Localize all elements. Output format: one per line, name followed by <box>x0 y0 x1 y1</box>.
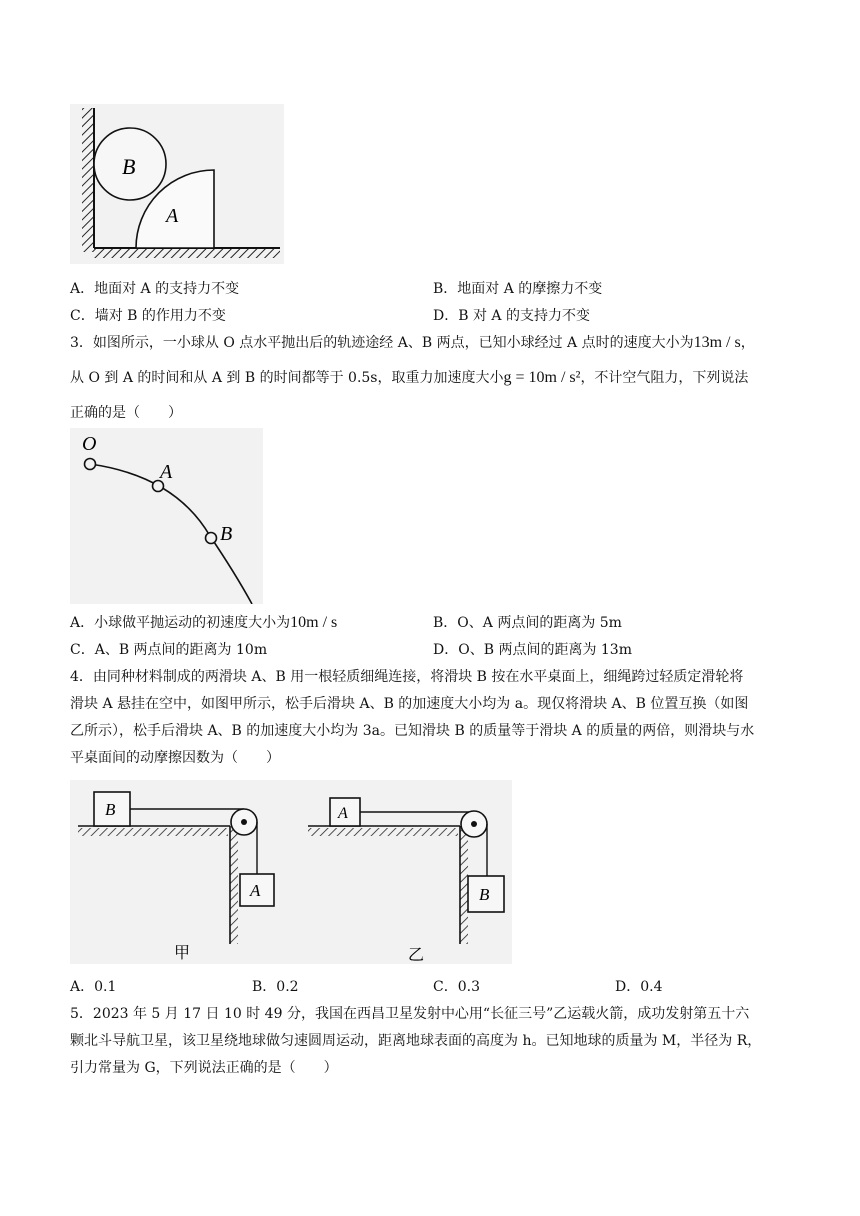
figure-wall-ball-block <box>70 104 284 264</box>
q3-stem-line3: 正确的是（ ） <box>70 405 182 421</box>
q3-option-b: B．O、A 两点间的距离为 5m <box>433 615 622 631</box>
q4-option-c: C．0.3 <box>433 979 480 995</box>
q3-option-a-formula: 10m / s <box>290 614 338 631</box>
q3-stem-line2: 从 O 到 A 的时间和从 A 到 B 的时间都等于 0.5s，取重力加速度大小g = 10m / s²，不计空气阻力，下列说法 <box>70 369 749 386</box>
jia-block-b-label: B <box>105 800 116 819</box>
point-o-label: O <box>82 433 97 455</box>
block-a-label: A <box>166 205 179 227</box>
figure-jia-label: 甲 <box>174 943 191 962</box>
figure-pulley-systems <box>70 780 512 964</box>
q4-stem-line3: 乙所示），松手后滑块 A、B 的加速度大小均为 3a。已知滑块 B 的质量等于滑块 A 的质量的两倍，则滑块与水 <box>70 723 755 739</box>
q2-option-b: B．地面对 A 的摩擦力不变 <box>433 281 603 297</box>
point-a-label: A <box>160 461 173 483</box>
q2-option-d: D．B 对 A 的支持力不变 <box>433 308 590 324</box>
q4-option-d: D．0.4 <box>615 979 663 995</box>
q4-stem-line4: 平桌面间的动摩擦因数为（ ） <box>70 750 280 766</box>
q2-option-c: C．墙对 B 的作用力不变 <box>70 308 226 324</box>
q3-stem-line1: 3．如图所示，一小球从 O 点水平抛出后的轨迹途经 A、B 两点，已知小球经过 A 点时的速度大小为13m / s， <box>70 334 755 351</box>
q5-stem-line2: 颗北斗导航卫星，该卫星绕地球做匀速圆周运动，距离地球表面的高度为 h。已知地球的质量为 M，半径为 R， <box>70 1033 762 1049</box>
q3-option-d: D．O、B 两点间的距离为 13m <box>433 642 632 658</box>
q4-option-b: B．0.2 <box>252 979 299 995</box>
q3-option-a: A．小球做平抛运动的初速度大小为10m / s <box>70 614 338 631</box>
q2-option-a: A．地面对 A 的支持力不变 <box>70 281 240 297</box>
q4-stem-line2: 滑块 A 悬挂在空中，如图甲所示，松手后滑块 A、B 的加速度大小均为 a。现仅将滑块 A、B 位置互换（如图 <box>70 696 749 712</box>
jia-block-a-label: A <box>250 881 261 900</box>
figure-yi-label: 乙 <box>408 945 425 964</box>
ball-b-label: B <box>122 154 136 179</box>
point-b-label: B <box>220 523 233 545</box>
q3-gravity-formula: g = 10m / s² <box>503 369 581 386</box>
q4-option-a: A．0.1 <box>70 979 117 995</box>
yi-block-a-label: A <box>338 805 348 822</box>
q3-option-c: C．A、B 两点间的距离为 10m <box>70 642 268 658</box>
q3-speed-formula: 13m / s <box>693 334 741 351</box>
q5-stem-line1: 5．2023 年 5 月 17 日 10 时 49 分，我国在西昌卫星发射中心用“长征三号”乙运载火箭，成功发射第五十六 <box>70 1006 750 1022</box>
q4-stem-line1: 4．由同种材料制成的两滑块 A、B 用一根轻质细绳连接，将滑块 B 按在水平桌面上，细绳跨过轻质定滑轮将 <box>70 669 744 685</box>
yi-block-b-label: B <box>479 885 490 904</box>
figure-projectile-trajectory <box>70 428 263 604</box>
q5-stem-line3: 引力常量为 G，下列说法正确的是（ ） <box>70 1060 338 1076</box>
